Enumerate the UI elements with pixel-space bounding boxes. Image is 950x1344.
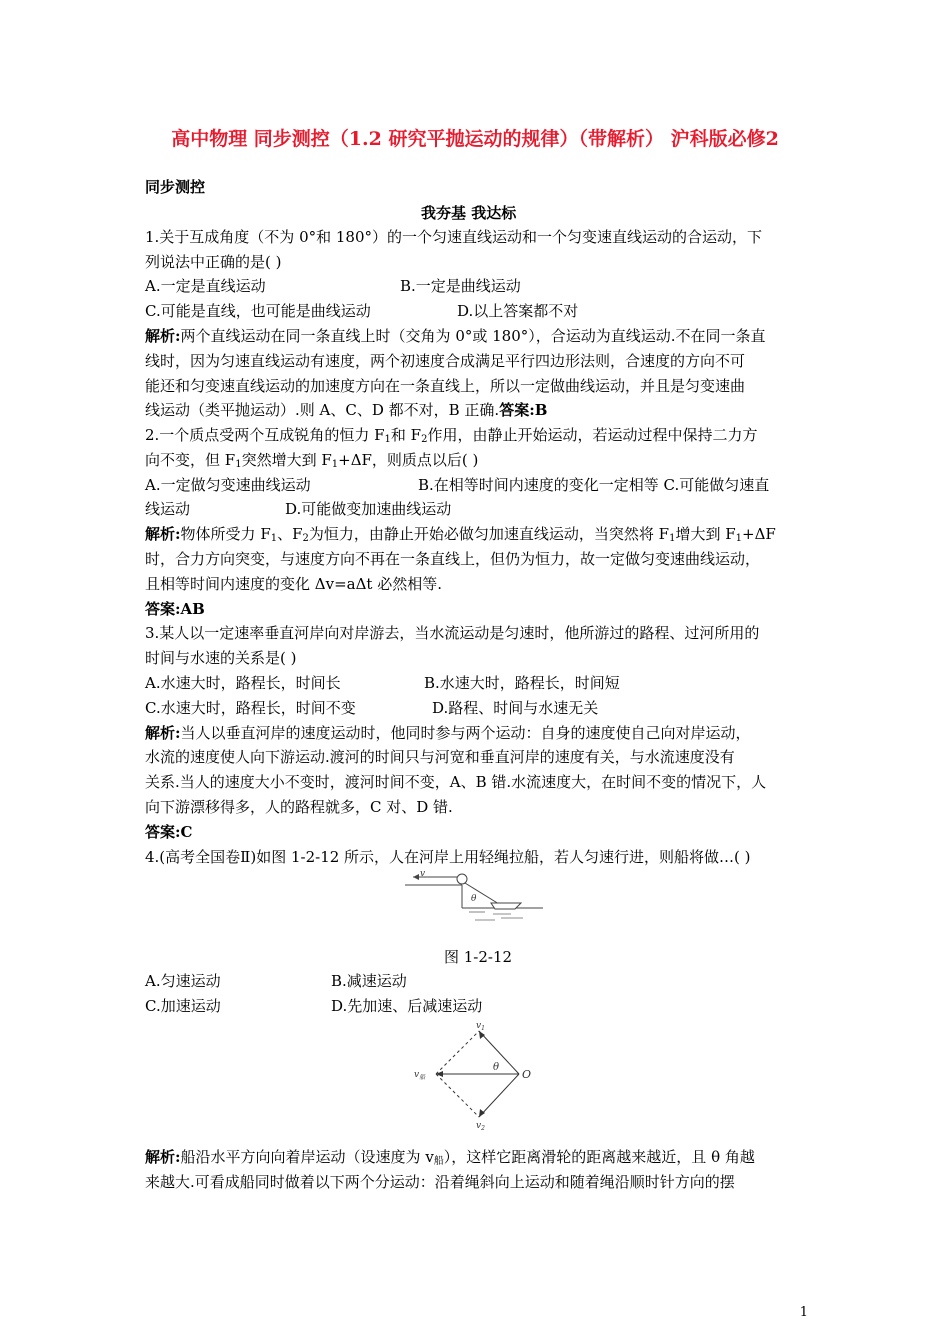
q2-expl-text: 物体所受力 F xyxy=(180,525,271,543)
q1-option-a: A.一定是直线运动 xyxy=(145,277,266,295)
explanation-label: 解析: xyxy=(145,525,181,543)
q2-stem-text: 2.一个质点受两个互成锐角的恒力 F xyxy=(145,426,385,444)
q2-stem-text: 和 F xyxy=(390,426,422,444)
q4-option-b: B.减速运动 xyxy=(331,972,407,990)
q4-expl-text: 船沿水平方向向着岸运动（设速度为 v xyxy=(180,1148,434,1166)
q4-explanation-line1 xyxy=(145,1148,755,1166)
q4-explanation-line2: 来越大.可看成船同时做着以下两个分运动：沿着绳斜向上运动和随着绳沿顺时针方向的摆 xyxy=(145,1173,735,1191)
v2-vector xyxy=(479,1074,519,1117)
figure-caption: 图 1-2-12 xyxy=(444,948,513,966)
subscript: 船 xyxy=(433,1156,444,1167)
subscript: 2 xyxy=(302,533,309,544)
dashed-line xyxy=(436,1031,479,1074)
q3-stem-line2: 时间与水速的关系是( ) xyxy=(145,649,297,667)
velocity-decomposition-figure xyxy=(412,1018,538,1130)
q1-expl-text1: 两个直线运动在同一条直线上时（交角为 0°或 180°），合运动为直线运动.不在同一条直 xyxy=(180,327,766,345)
arrowhead xyxy=(479,1031,485,1039)
q4-option-c: C.加速运动 xyxy=(145,997,221,1015)
q2-stem-text: 突然增大到 F xyxy=(241,451,332,469)
velocity-label: v xyxy=(420,869,426,879)
q4-expl-text: ），这样它距离滑轮的距离越来越近，且 θ 角越 xyxy=(443,1148,755,1166)
arrowhead xyxy=(436,1071,443,1077)
v2-label: $v_2$ xyxy=(476,1121,485,1130)
q1-explanation-line2: 线时，因为匀速直线运动有速度，两个初速度合成满足平行四边形法则，合速度的方向不可 xyxy=(145,352,746,370)
q4-stem: 4.(高考全国卷Ⅱ)如图 1-2-12 所示，人在河岸上用轻绳拉船，若人匀速行进，则船将做…( ) xyxy=(145,848,751,866)
q1-answer: 答案:B xyxy=(499,401,548,419)
q2-expl-text: +ΔF xyxy=(742,525,776,543)
q2-expl-text: 为恒力，由静止开始必做匀加速直线运动，当突然将 F xyxy=(308,525,670,543)
q1-option-b: B.一定是曲线运动 xyxy=(400,277,521,295)
q2-explanation-line2: 时，合力方向突变，与速度方向不再在一条直线上，但仍为恒力，故一定做匀变速曲线运动， xyxy=(145,550,761,568)
boat-velocity-label: $v_船$ xyxy=(414,1070,426,1081)
q2-stem-line1 xyxy=(145,426,757,444)
q2-explanation-line1 xyxy=(145,525,776,543)
q2-option-a: A.一定做匀变速曲线运动 xyxy=(145,476,311,494)
section-heading: 同步测控 xyxy=(145,178,206,196)
q2-answer: 答案:AB xyxy=(145,600,205,618)
q1-explanation-line4 xyxy=(145,401,547,419)
q1-option-c: C.可能是直线，也可能是曲线运动 xyxy=(145,302,371,320)
explanation-label: 解析: xyxy=(145,327,181,345)
q3-expl-text: 当人以垂直河岸的速度运动时，他同时参与两个运动：自身的速度使自己向对岸运动， xyxy=(180,724,751,742)
theta-label: θ xyxy=(493,1062,500,1073)
pulley xyxy=(457,874,467,884)
origin-label: O xyxy=(522,1068,532,1081)
q1-expl-text4: 线运动（类平抛运动）.则 A、C、D 都不对，B 正确. xyxy=(145,401,500,419)
q1-explanation-line1 xyxy=(145,327,766,345)
subscript: 2 xyxy=(421,434,428,445)
q2-stem-line2 xyxy=(145,451,478,469)
q4-option-d: D.先加速、后减速运动 xyxy=(331,997,483,1015)
q3-stem-line1: 3.某人以一定速率垂直河岸向对岸游去，当水流运动是匀速时，他所游过的路程、过河所用的 xyxy=(145,624,760,642)
page-number: 1 xyxy=(799,1305,808,1320)
q1-explanation-line3: 能还和匀变速直线运动的加速度方向在一条直线上，所以一定做曲线运动，并且是匀变速曲 xyxy=(145,377,746,395)
q1-stem-line1: 1.关于互成角度（不为 0°和 180°）的一个匀速直线运动和一个匀变速直线运动的合运动，下 xyxy=(145,228,763,246)
boat-pulley-figure xyxy=(405,868,545,934)
subscript: 1 xyxy=(384,434,391,445)
q3-answer: 答案:C xyxy=(145,823,193,841)
q3-explanation-line2: 水流的速度使人向下游运动.渡河的时间只与河宽和垂直河岸的速度有关，与水流速度没有 xyxy=(145,748,735,766)
subscript: 1 xyxy=(270,533,278,544)
velocity-arrow xyxy=(413,874,419,880)
q2-option-c: 线运动 xyxy=(145,500,191,518)
q3-option-d: D.路程、时间与水速无关 xyxy=(432,699,599,717)
q1-option-d: D.以上答案都不对 xyxy=(457,302,579,320)
q2-option-d: D.可能做变加速曲线运动 xyxy=(285,500,452,518)
q1-stem-line2: 列说法中正确的是( ) xyxy=(145,253,282,271)
q2-explanation-line3: 且相等时间内速度的变化 Δv=aΔt 必然相等. xyxy=(145,575,442,593)
subscript: 1 xyxy=(235,459,242,470)
theta-label: θ xyxy=(471,894,477,904)
document-title: 高中物理 同步测控（1.2 研究平抛运动的规律）（带解析） 沪科版必修2 xyxy=(171,128,779,150)
q2-stem-text: 作用，由静止开始运动，若运动过程中保持二力方 xyxy=(427,426,758,444)
q3-explanation-line1 xyxy=(145,724,751,742)
q3-option-a: A.水速大时，路程长，时间长 xyxy=(145,674,341,692)
q2-stem-text: 向不变，但 F xyxy=(145,451,236,469)
boat xyxy=(491,903,521,909)
explanation-label: 解析: xyxy=(145,724,181,742)
q3-option-b: B.水速大时，路程长，时间短 xyxy=(424,674,620,692)
subscript: 1 xyxy=(331,459,339,470)
v1-label: $v_1$ xyxy=(476,1021,485,1032)
arrowhead xyxy=(479,1109,485,1117)
q3-option-c: C.水速大时，路程长，时间不变 xyxy=(145,699,356,717)
dashed-line xyxy=(436,1074,479,1117)
q4-option-a: A.匀速运动 xyxy=(145,972,221,990)
subscript: 1 xyxy=(735,533,743,544)
subscript: 1 xyxy=(669,533,676,544)
q2-expl-text: 增大到 F xyxy=(675,525,736,543)
q2-option-b: B.在相等时间内速度的变化一定相等 C.可能做匀速直 xyxy=(418,476,770,494)
explanation-label: 解析: xyxy=(145,1148,181,1166)
q2-stem-text: +ΔF，则质点以后( ) xyxy=(338,451,479,469)
q2-expl-text: 、F xyxy=(277,525,303,543)
subsection-heading: 我夯基 我达标 xyxy=(421,204,517,222)
q3-explanation-line3: 关系.当人的速度大小不变时，渡河时间不变，A、B 错.水流速度大，在时间不变的情况下，人 xyxy=(145,773,767,791)
q3-explanation-line4: 向下游漂移得多，人的路程就多，C 对、D 错. xyxy=(145,798,453,816)
